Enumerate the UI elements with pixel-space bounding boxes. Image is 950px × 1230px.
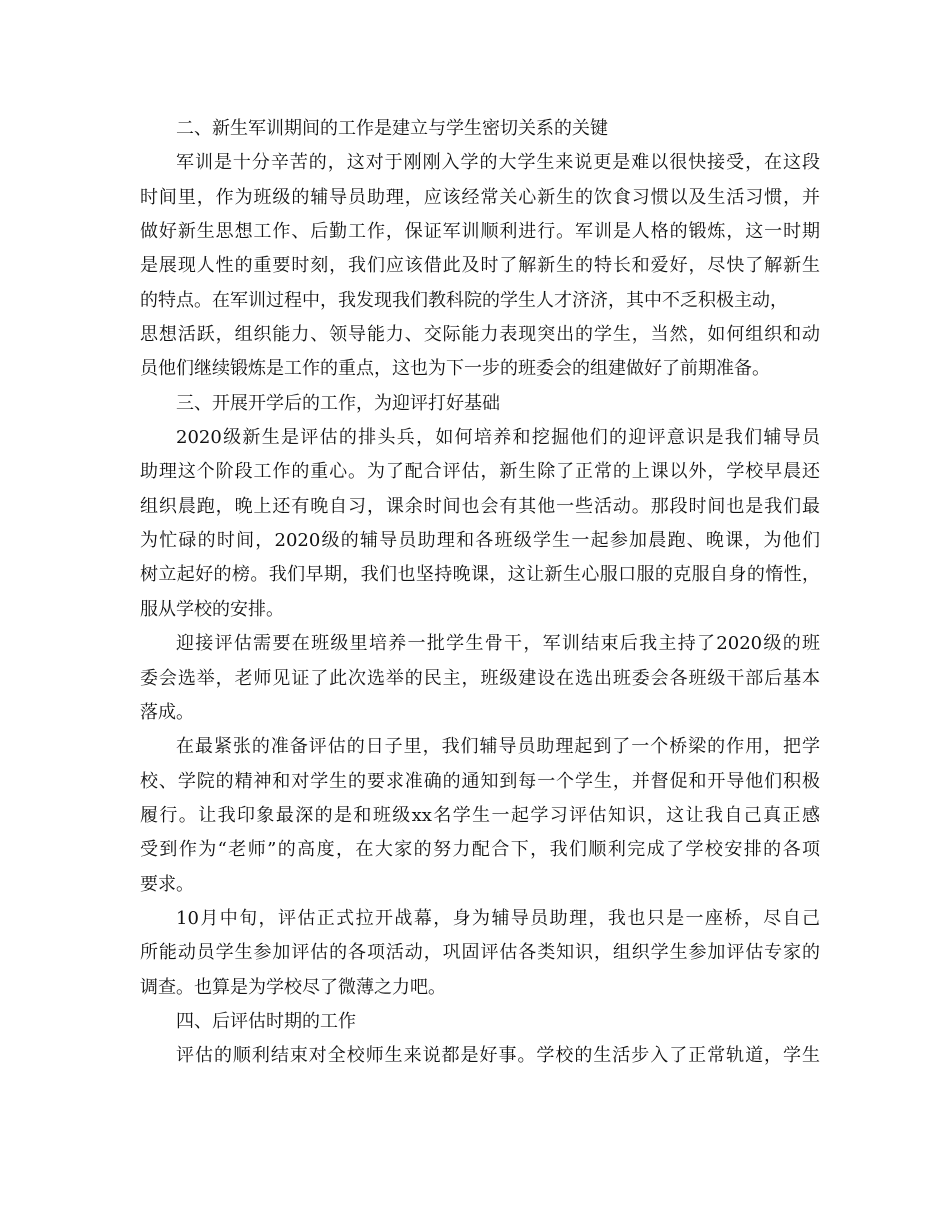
paragraph-line: 受到作为“老师”的高度，在大家的努力配合下，我们顺利完成了学校安排的各项 [140,839,820,861]
paragraph [140,146,820,386]
section-heading: 四、后评估时期的工作 [176,1010,356,1032]
paragraph-line: 组织晨跑，晚上还有晚自习，课余时间也会有其他一些活动。那段时间也是我们最 [140,495,820,517]
paragraph-line: 在最紧张的准备评估的日子里，我们辅导员助理起到了一个桥梁的作用，把学 [176,736,820,758]
paragraph-line: 校、学院的精神和对学生的要求准确的通知到每一个学生，并督促和开导他们积极 [140,770,820,792]
paragraph-line: 评估的顺利结束对全校师生来说都是好事。学校的生活步入了正常轨道，学生 [176,1045,820,1067]
paragraph-line: 落成。 [140,701,194,723]
paragraph-line: 员他们继续锻炼是工作的重点，这也为下一步的班委会的组建做好了前期准备。 [140,358,770,380]
paragraph-line: 服从学校的安排。 [140,598,284,620]
paragraph-line: 迎接评估需要在班级里培养一批学生骨干，军训结束后我主持了2020级的班 [176,633,820,655]
paragraph [140,421,820,627]
paragraph-line: 时间里，作为班级的辅导员助理，应该经常关心新生的饮食习惯以及生活习惯，并 [140,186,820,208]
section-heading: 二、新生军训期间的工作是建立与学生密切关系的关键 [176,118,608,139]
section-heading: 三、开展开学后的工作，为迎评打好基础 [176,392,500,414]
paragraph-line: 的特点。在军训过程中，我发现我们教科院的学生人才济济，其中不乏积极主动， [140,289,788,311]
paragraph-line: 要求。 [140,873,194,895]
paragraph [140,1039,820,1073]
paragraph-line: 10月中旬，评估正式拉开战幕，身为辅导员助理，我也只是一座桥，尽自己 [176,907,820,929]
paragraph-line: 履行。让我印象最深的是和班级xx名学生一起学习评估知识，这让我自己真正感 [140,804,820,826]
paragraph-line: 军训是十分辛苦的，这对于刚刚入学的大学生来说更是难以很快接受，在这段 [176,152,820,174]
paragraph-line: 调查。也算是为学校尽了微薄之力吧。 [140,976,446,998]
paragraph-line: 思想活跃，组织能力、领导能力、交际能力表现突出的学生，当然，如何组织和动 [140,324,820,346]
paragraph-line: 树立起好的榜。我们早期，我们也坚持晚课，这让新生心服口服的克服自身的惰性， [140,564,820,586]
paragraph-line: 委会选举，老师见证了此次选举的民主，班级建设在选出班委会各班级干部后基本 [140,667,820,689]
paragraph-line: 做好新生思想工作、后勤工作，保证军训顺利进行。军训是人格的锻炼，这一时期 [140,221,820,243]
paragraph-line: 2020级新生是评估的排头兵，如何培养和挖掘他们的迎评意识是我们辅导员 [176,427,820,449]
paragraph-line: 是展现人性的重要时刻，我们应该借此及时了解新生的特长和爱好，尽快了解新生 [140,255,820,277]
paragraph-line: 所能动员学生参加评估的各项活动，巩固评估各类知识，组织学生参加评估专家的 [140,942,820,964]
document-body [140,112,820,1074]
paragraph [140,627,820,730]
paragraph-line: 助理这个阶段工作的重心。为了配合评估，新生除了正常的上课以外，学校早晨还 [140,461,820,483]
paragraph-line: 为忙碌的时间，2020级的辅导员助理和各班级学生一起参加晨跑、晚课，为他们 [140,530,820,552]
paragraph [140,902,820,1005]
paragraph [140,730,820,902]
